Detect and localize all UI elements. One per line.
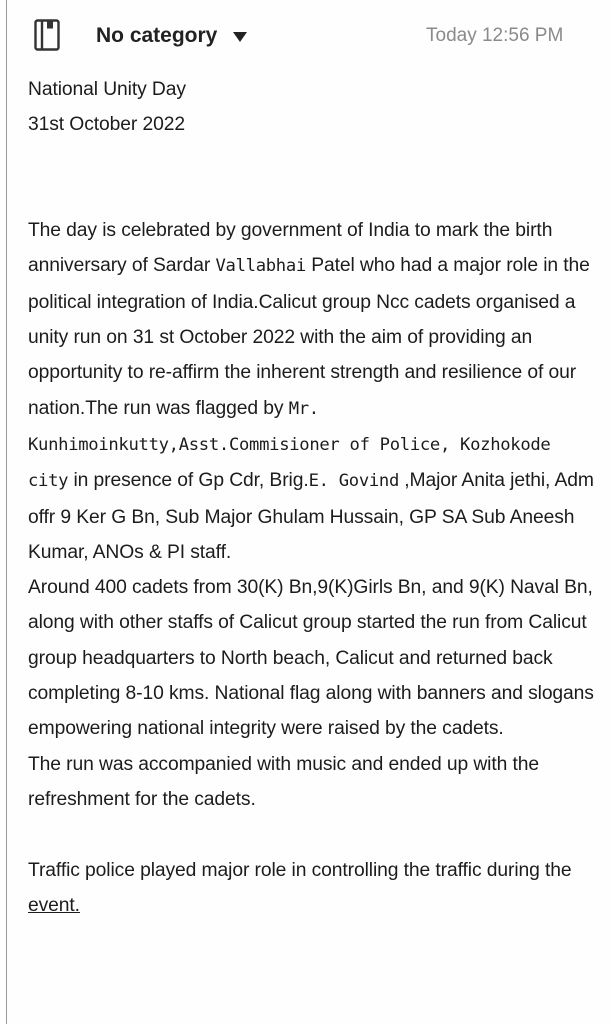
text-span: Traffic police played major role in controlling the traffic during the [28, 859, 572, 881]
note-date: 31st October 2022 [28, 114, 185, 136]
text-span-mono: Vallabhai [215, 256, 306, 277]
note-paragraph-1 [28, 213, 598, 570]
text-span-mono: Mr. Kunhimoinkutty,Asst.Commisioner of Police, Kozhokode city [28, 398, 551, 492]
text-span: in presence of Gp Cdr, Brig. [68, 470, 309, 492]
text-span: ,Major Anita jethi, Adm offr 9 Ker G Bn, Sub Major Ghulam Hussain, GP SA Sub Aneesh Kumar, ANOs & PI staff. [28, 470, 594, 563]
left-border [6, 0, 7, 1024]
note-paragraph-3: The run was accompanied with music and ended up with the refreshment for the cadets. [28, 753, 540, 810]
text-span: The day is celebrated by government of India to mark the birth anniversary of Sardar [28, 220, 553, 277]
category-label: No category [96, 24, 218, 47]
text-span: Patel who had a major role in the political integration of India.Calicut group Ncc cadets organised a unity run on 31 st October 2022 with the aim of providing an opportunity to re-affirm the inherent strength and resilience of our nation.The run was flagged by [28, 255, 590, 419]
note-title: National Unity Day [28, 79, 186, 100]
caret-down-icon [233, 32, 247, 42]
note-body[interactable] [28, 72, 598, 923]
note-header [0, 0, 611, 74]
note-timestamp: Today 12:56 PM [426, 25, 564, 46]
note-paragraph-4 [28, 853, 598, 924]
note-paragraph-2: Around 400 cadets from 30(K) Bn,9(K)Girls Bn, and 9(K) Naval Bn, along with other staffs of Calicut group started the run from Calicut group headquarters to North beach, Calicut and returned back completing 8-10 kms. National flag along with banners and slogans empowering national integrity were raised by the cadets. [28, 577, 594, 740]
text-span-underlined: event. [28, 894, 80, 916]
text-span-mono: E. Govind [308, 471, 400, 492]
notebook-icon[interactable] [34, 19, 60, 51]
category-dropdown[interactable] [96, 24, 247, 48]
